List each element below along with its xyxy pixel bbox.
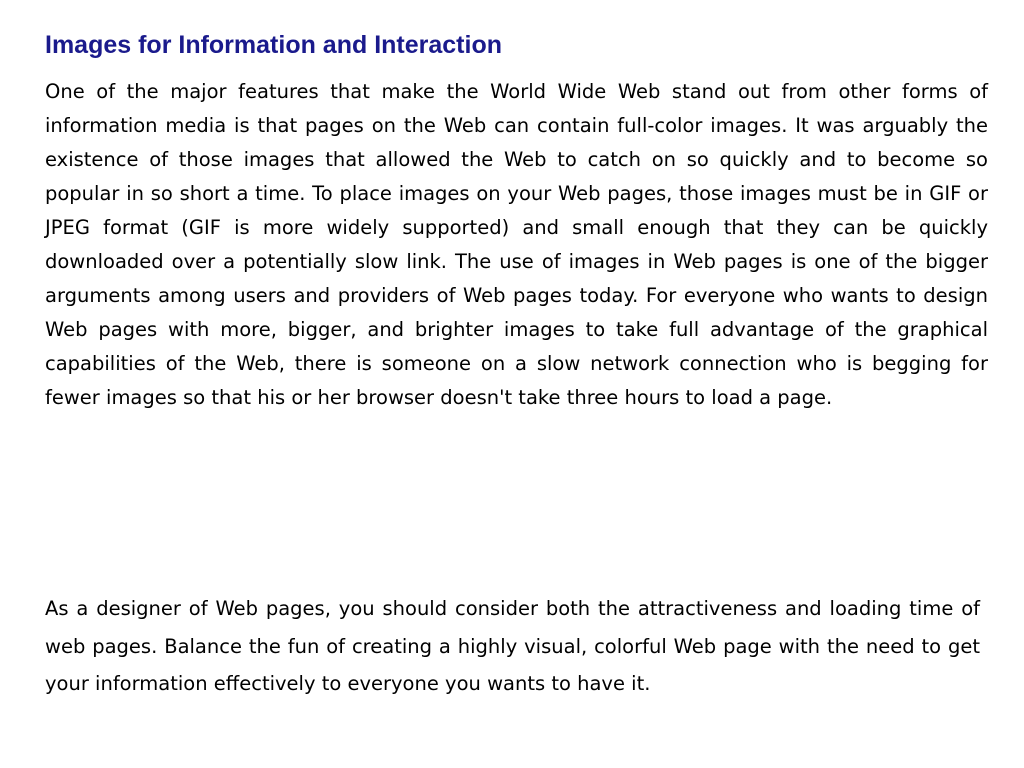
slide-title: Images for Information and Interaction: [45, 31, 502, 59]
body-paragraph-2: As a designer of Web pages, you should consider both the attractiveness and loading time of web pages. Balance the fun of creating a highly visual, colorful Web page with the need to get your information effectively to everyone you wants to have it.: [45, 597, 980, 695]
body-paragraph-1: One of the major features that make the World Wide Web stand out from other forms of information media is that pages on the Web can contain full-color images. It was arguably the existence of those images that allowed the Web to catch on so quickly and to become so popular in so short a time. To place images on your Web pages, those images must be in GIF or JPEG format (GIF is more widely supported) and small enough that they can be quickly downloaded over a potentially slow link. The use of images in Web pages is one of the bigger arguments among users and providers of Web pages today. For everyone who wants to design Web pages with more, bigger, and brighter images to take full advantage of the graphical capabilities of the Web, there is someone on a slow network connection who is begging for fewer images so that his or her browser doesn't take three hours to load a page.: [45, 80, 988, 409]
